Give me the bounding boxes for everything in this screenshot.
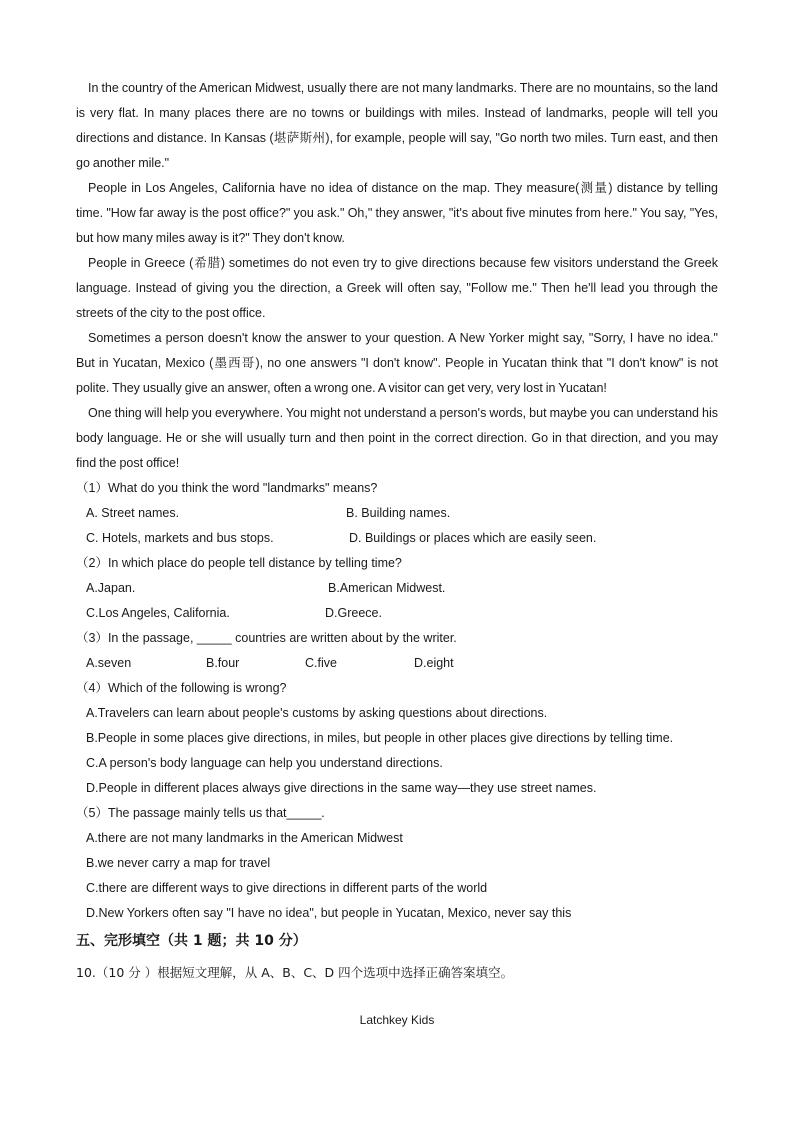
question-4-option-d: D.People in different places always give directions in the same way—they use street names.: [86, 781, 597, 795]
question-4-option-a: A.Travelers can learn about people's customs by asking questions about directions.: [86, 706, 548, 720]
question-3-option-b: B.four: [206, 656, 240, 670]
question-5-option-b: B.we never carry a map for travel: [86, 856, 271, 870]
section-heading: 五、完形填空（共 1 题；共 10 分）: [76, 933, 307, 949]
reading-passage: [76, 76, 718, 476]
question-5-option-c: C.there are different ways to give directions in different parts of the world: [86, 881, 488, 895]
question-2-option-b: B.American Midwest.: [328, 581, 446, 595]
question-1-option-b: B. Building names.: [346, 506, 451, 520]
question-5-option-d: D.New Yorkers often say "I have no idea", but people in Yucatan, Mexico, never say this: [86, 906, 572, 920]
question-5-option-a: A.there are not many landmarks in the American Midwest: [86, 831, 403, 845]
passage-paragraph-2: People in Los Angeles, California have no idea of distance on the map. They measure(测量) distance by telling time. "How far away is the post office?" you ask." Oh," they answer, "it's about five minutes from here." You say, "Yes, but how many miles away is it?" They don't know.: [76, 181, 718, 245]
question-4-stem: （4）Which of the following is wrong?: [76, 681, 287, 695]
question-2-option-c: C.Los Angeles, California.: [86, 606, 230, 620]
question-2: [76, 551, 718, 626]
passage-paragraph-3: People in Greece (希腊) sometimes do not even try to give directions because few visitors understand the Greek language. Instead of giving you the direction, a Greek will often say, "Follow me." Then he'll lead you through the streets of the city to the post office.: [76, 256, 718, 320]
question-3: [76, 626, 718, 676]
question-1-option-c: C. Hotels, markets and bus stops.: [86, 531, 274, 545]
question-3-option-a: A.seven: [86, 656, 132, 670]
question-1-stem: （1）What do you think the word "landmarks" means?: [76, 481, 378, 495]
question-4-option-b: B.People in some places give directions, in miles, but people in other places give directions by telling time.: [86, 731, 674, 745]
question-2-option-d: D.Greece.: [325, 606, 382, 620]
passage-title: Latchkey Kids: [359, 1013, 435, 1027]
passage-paragraph-5: One thing will help you everywhere. You might not understand a person's words, but maybe you can understand his body language. He or she will usually turn and then point in the correct direction. Go in that direction, and you may find the post office!: [76, 406, 718, 470]
question-2-option-a: A.Japan.: [86, 581, 136, 595]
question-3-option-d: D.eight: [414, 656, 454, 670]
question-5: [76, 801, 718, 926]
question-5-stem: （5）The passage mainly tells us that_____.: [76, 806, 325, 820]
question-3-stem: （3）In the passage, _____ countries are written about by the writer.: [76, 631, 457, 645]
question-4-option-c: C.A person's body language can help you understand directions.: [86, 756, 443, 770]
passage-paragraph-4: Sometimes a person doesn't know the answer to your question. A New Yorker might say, "Sorry, I have no idea." But in Yucatan, Mexico (墨西哥), no one answers "I don't know". People in Yucatan think that "I don't know" is not polite. They usually give an answer, often a wrong one. A visitor can get very, very lost in Yucatan!: [76, 331, 718, 395]
question-10-instruction: 10.（10 分 ）根据短文理解，从 A、B、C、D 四个选项中选择正确答案填空。: [76, 965, 514, 980]
passage-paragraph-1: In the country of the American Midwest, usually there are not many landmarks. There are no mountains, so the land is very flat. In many places there are no towns or buildings with miles. Instead of landmarks, people will tell you directions and distance. In Kansas (堪萨斯州), for example, people will say, "Go north two miles. Turn east, and then go another mile.": [76, 81, 718, 170]
question-1-option-a: A. Street names.: [86, 506, 180, 520]
question-3-option-c: C.five: [305, 656, 337, 670]
document-page: [76, 76, 718, 1027]
question-4: [76, 676, 718, 801]
question-1: [76, 476, 718, 551]
question-1-option-d: D. Buildings or places which are easily seen.: [349, 531, 597, 545]
question-2-stem: （2）In which place do people tell distance by telling time?: [76, 556, 402, 570]
